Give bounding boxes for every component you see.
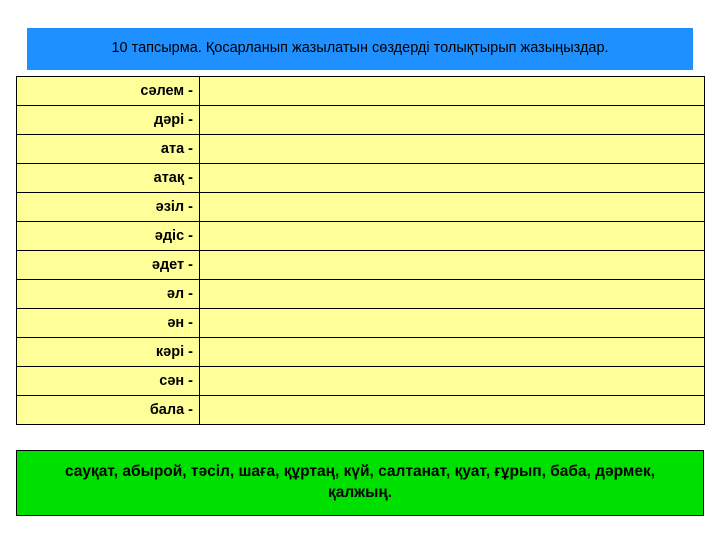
word-prompt: атақ - (17, 164, 200, 193)
answer-bank-text: сауқат, абырой, тәсіл, шаға, құртаң, күй, салтанат, қуат, ғұрып, баба, дәрмек, қалжың. (64, 463, 656, 501)
title-banner (27, 28, 693, 70)
word-table (16, 76, 705, 425)
table-row (17, 222, 705, 251)
answer-blank[interactable] (200, 309, 705, 338)
word-table-container (16, 76, 704, 425)
word-prompt: бала - (17, 396, 200, 425)
word-prompt: кәрі - (17, 338, 200, 367)
table-row (17, 280, 705, 309)
table-row (17, 106, 705, 135)
word-prompt: әдіс - (17, 222, 200, 251)
answer-blank[interactable] (200, 106, 705, 135)
table-row (17, 251, 705, 280)
answer-blank[interactable] (200, 193, 705, 222)
answer-blank[interactable] (200, 222, 705, 251)
table-row (17, 135, 705, 164)
word-prompt: ән - (17, 309, 200, 338)
word-prompt: дәрі - (17, 106, 200, 135)
answer-blank[interactable] (200, 251, 705, 280)
word-prompt: әдет - (17, 251, 200, 280)
answer-blank[interactable] (200, 338, 705, 367)
answer-blank[interactable] (200, 280, 705, 309)
answer-blank[interactable] (200, 77, 705, 106)
word-prompt: сән - (17, 367, 200, 396)
word-table-body (17, 77, 705, 425)
answer-blank[interactable] (200, 135, 705, 164)
answer-blank[interactable] (200, 396, 705, 425)
answer-blank[interactable] (200, 164, 705, 193)
word-prompt: әл - (17, 280, 200, 309)
table-row (17, 164, 705, 193)
table-row (17, 77, 705, 106)
answer-bank (16, 450, 704, 516)
table-row (17, 309, 705, 338)
table-row (17, 338, 705, 367)
table-row (17, 396, 705, 425)
answer-blank[interactable] (200, 367, 705, 396)
page-title: 10 тапсырма. Қосарланып жазылатын сөздерді толықтырып жазыңыздар. (111, 40, 609, 57)
table-row (17, 193, 705, 222)
word-prompt: әзіл - (17, 193, 200, 222)
word-prompt: сәлем - (17, 77, 200, 106)
word-prompt: ата - (17, 135, 200, 164)
table-row (17, 367, 705, 396)
